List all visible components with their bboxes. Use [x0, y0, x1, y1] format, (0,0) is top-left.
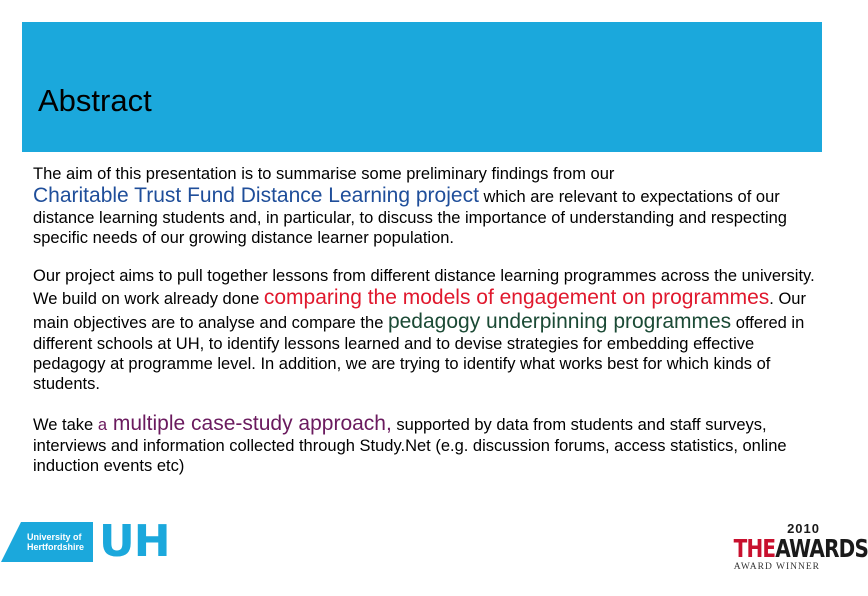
header-band	[22, 22, 822, 152]
award-winner-label: AWARD WINNER	[733, 562, 820, 572]
awards-the: THE	[733, 534, 776, 563]
pedagogy-highlight: pedagogy underpinning programmes	[387, 310, 732, 333]
project-text-2: . Our main objectives are to analyse and compare the	[33, 290, 806, 332]
awards-year: 2010	[787, 521, 820, 536]
aim-text-1: The aim of this presentation is to summarise some preliminary findings from our	[33, 165, 615, 183]
awards-name: AWARDS	[775, 534, 868, 563]
approach-text-2: supported by data from students and staff surveys, interviews and information collected through Study.Net (e.g. discussion forums, access statistics, online induction events etc)	[33, 416, 787, 475]
project-text-3: offered in different schools at UH, to identify lessons learned and to devise strategies for embedding effective pedagogy at programme level. In addition, we are trying to identify what works best for which kinds of students.	[33, 314, 805, 393]
approach-text-1: We take	[33, 416, 98, 434]
abstract-content	[33, 164, 823, 476]
university-name-line1: University of	[27, 532, 82, 542]
university-name-line2: Hertfordshire	[27, 542, 85, 552]
project-name-highlight: Charitable Trust Fund Distance Learning project	[33, 184, 479, 207]
models-of-engagement-highlight: comparing the models of engagement on programmes	[263, 286, 770, 309]
project-text-1: Our project aims to pull together lessons from different distance learning programmes across the university. We build on work already done	[33, 267, 815, 308]
case-study-highlight: multiple case-study approach,	[107, 412, 392, 435]
uh-letters: UH	[99, 516, 170, 567]
university-logo-box	[1, 522, 93, 562]
university-logo	[1, 516, 170, 567]
page-title: Abstract	[38, 83, 152, 118]
paragraph-approach	[33, 412, 823, 476]
aim-text-2: which are relevant to expectations of our distance learning students and, in particular, to discuss the importance of understanding and respecting specific needs of our growing distance learner population.	[33, 188, 787, 247]
paragraph-project	[33, 266, 823, 394]
awards-logo	[712, 521, 868, 573]
awards-title	[733, 534, 868, 563]
paragraph-aim	[33, 164, 823, 248]
approach-article: a	[97, 416, 107, 434]
